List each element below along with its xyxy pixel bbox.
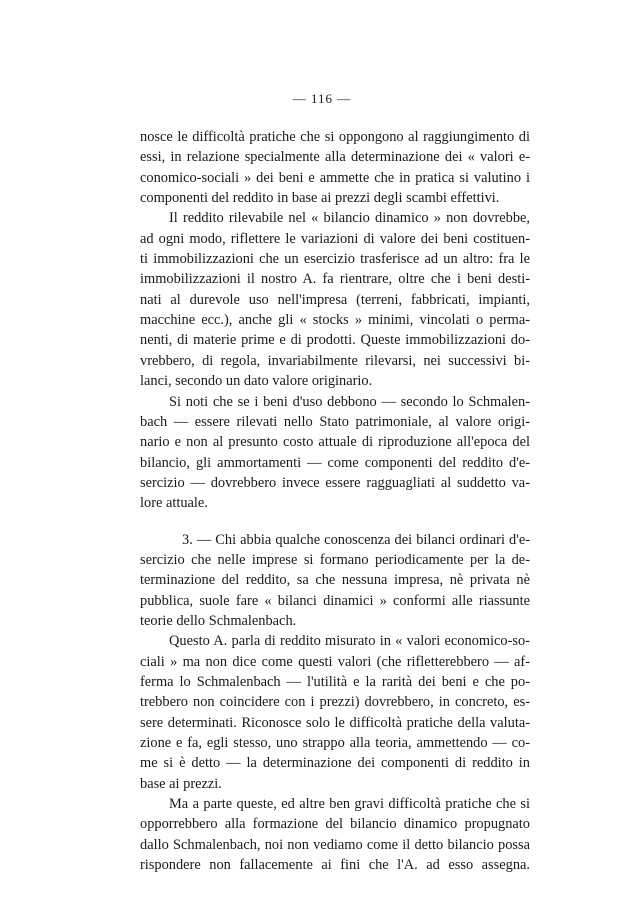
text-line: ad ogni modo, riflettere le variazioni di valore dei beni costituen- — [140, 230, 530, 247]
text-line: nati al durevole uso nell'impresa (terreni, fabbricati, impianti, — [140, 291, 530, 308]
text-line: nenti, di materie prime e di prodotti. Queste immobilizzazioni do- — [140, 332, 530, 349]
text-line: me si è detto — la determinazione dei componenti di reddito in — [140, 755, 530, 772]
text-line: bach — essere rilevati nello Stato patrimoniale, al valore origi- — [140, 413, 530, 430]
text-line: Questo A. parla di reddito misurato in « valori economico-so- — [169, 633, 530, 650]
section-heading-line: 3. — Chi abbia qualche conoscenza dei bilanci ordinari d'e- — [182, 531, 530, 548]
text-line: vrebbero, di regola, invariabilmente rilevarsi, nei successivi bi- — [140, 352, 530, 369]
text-line: teorie dello Schmalenbach. — [140, 612, 297, 629]
text-line: componenti del reddito in base ai prezzi degli scambi effettivi. — [140, 190, 500, 206]
text-line: immobilizzazioni il nostro A. fa rientrare, oltre che i beni desti- — [140, 271, 530, 288]
text-line: dallo Schmalenbach, noi non vediamo come il detto bilancio possa — [140, 836, 530, 853]
text-line: ciali » ma non dice come questi valori (che rifletterebbero — af- — [140, 653, 530, 670]
text-line: zione e fa, egli stesso, uno strappo alla teoria, ammettendo — co- — [140, 734, 530, 751]
text-line: conomico-sociali » dei beni e ammette che in pratica si valutino i — [140, 169, 530, 186]
text-line: trebbero non coincidere con i prezzi) dovrebbero, in concreto, es- — [140, 694, 530, 711]
text-line: ferma lo Schmalenbach — l'utilità e la rarità dei beni e che po- — [140, 673, 530, 690]
text-line: macchine ecc.), anche gli « stocks » minimi, vincolati o perma- — [140, 312, 530, 329]
text-line: base ai prezzi. — [140, 775, 222, 792]
text-line: rispondere non fallacemente ai fini che l'A. ad esso assegna. — [140, 857, 530, 873]
text-line: ti immobilizzazioni che un esercizio trasferisce ad un altro: fra le — [140, 251, 530, 268]
text-line: nario e non al presunto costo attuale di riproduzione all'epoca del — [140, 434, 530, 451]
text-line: Si noti che se i beni d'uso debbono — secondo lo Schmalen- — [169, 393, 530, 410]
text-line: bilancio, gli ammortamenti — come componenti del reddito d'e- — [140, 454, 530, 471]
text-line: sere determinati. Riconosce solo le difficoltà pratiche della valuta- — [140, 714, 530, 731]
text-line: opporrebbero alla formazione del bilancio dinamico propugnato — [140, 816, 530, 833]
text-line: Ma a parte queste, ed altre ben gravi difficoltà pratiche che si — [169, 796, 530, 812]
page-number: — 116 — — [292, 91, 352, 106]
text-line: Il reddito rilevabile nel « bilancio dinamico » non dovrebbe, — [169, 210, 530, 227]
text-line: terminazione del reddito, sa che nessuna impresa, nè privata nè — [140, 572, 530, 589]
text-line: lore attuale. — [140, 495, 208, 512]
text-line: pubblica, suole fare « bilanci dinamici » conformi alle riassunte — [140, 592, 530, 609]
text-line: sercizio — dovrebbero invece essere ragguagliati al suddetto va- — [140, 474, 530, 491]
text-line: essi, in relazione specialmente alla determinazione dei « valori e- — [140, 149, 530, 166]
text-line: lanci, secondo un dato valore originario. — [140, 373, 373, 390]
text-line: sercizio che nelle imprese si formano periodicamente per la de- — [140, 551, 530, 568]
text-line: nosce le difficoltà pratiche che si oppongono al raggiungimento di — [140, 129, 530, 145]
